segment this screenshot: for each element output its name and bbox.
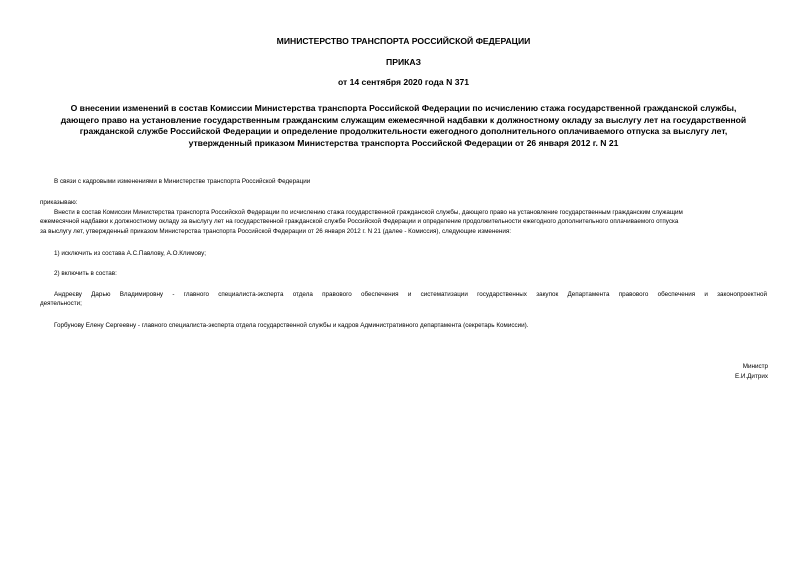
signature-name: Е.И.Дитрих — [734, 373, 768, 380]
andreeva-line: Андреєву Дарью Владимировну - главного специалиста-эксперта отдела правового обеспечения и систематизации государственных закупок Департамента правового обеспечения и законопроектной — [54, 291, 767, 298]
preamble-paragraph — [40, 177, 767, 186]
item-2-text: 2) включить в состав: — [54, 270, 117, 277]
item-1-text: 1) исключить из состава А.С.Павлову, А.О.Климову; — [54, 250, 207, 257]
ministry-heading: МИНИСТЕРСТВО ТРАНСПОРТА РОССИЙСКОЙ ФЕДЕРАЦИИ — [276, 36, 531, 46]
gorbunova-paragraph — [40, 321, 767, 330]
item-1-paragraph — [40, 249, 767, 258]
main-paragraph-line: за выслугу лет, утвержденный приказом Министерства транспорта Российской Федерации от 26 января 2012 г. N 21 (далее - Комиссия), следующие изменения: — [40, 227, 512, 235]
order-title — [40, 103, 767, 149]
item-2-paragraph — [40, 269, 767, 278]
order-title-line: гражданской службе Российской Федерации и определение продолжительности ежегодного дополнительного оплачиваемого отпуска за выслугу лет, — [79, 126, 728, 137]
order-title-line: утвержденный приказом Министерства транспорта Российской Федерации от 26 января 2012 г. N 21 — [188, 137, 619, 148]
doc-date-number: от 14 сентября 2020 года N 371 — [337, 77, 470, 87]
preamble-text: В связи с кадровыми изменениями в Министерстве транспорта Российской Федерации — [54, 178, 311, 185]
main-paragraph-line: ежемесячной надбавки к должностному окладу за выслугу лет на государственной гражданской службе Российской Федерации и определение продолжительности ежегодного дополнительного оплачиваемого отпуска — [40, 218, 679, 226]
order-word: приказываю: — [40, 199, 78, 206]
signature-position: Министр — [742, 363, 768, 370]
gorbunova-text: Горбунову Елену Сергеевну - главного специалиста-эксперта отдела государственной службы и кадров Административного департамента (секретарь Комиссии). — [54, 322, 529, 329]
andreeva-paragraph — [40, 290, 767, 309]
main-paragraph-line: Внести в состав Комиссии Министерства транспорта Российской Федерации по исчислению стажа государственной гражданской службы, дающего право на установление государственным гражданским служащим — [54, 209, 683, 216]
order-word-paragraph — [40, 198, 767, 207]
andreeva-line: деятельности; — [40, 300, 82, 308]
doc-type-heading: ПРИКАЗ — [386, 57, 421, 67]
order-title-line: О внесении изменений в состав Комиссии Министерства транспорта Российской Федерации по исчислению стажа государственной гражданской службы, — [70, 103, 737, 113]
main-paragraph — [40, 208, 767, 236]
order-title-line: дающего право на установление государственным гражданским служащим ежемесячной надбавки к должностному окладу за выслугу лет на государственной — [60, 114, 747, 125]
